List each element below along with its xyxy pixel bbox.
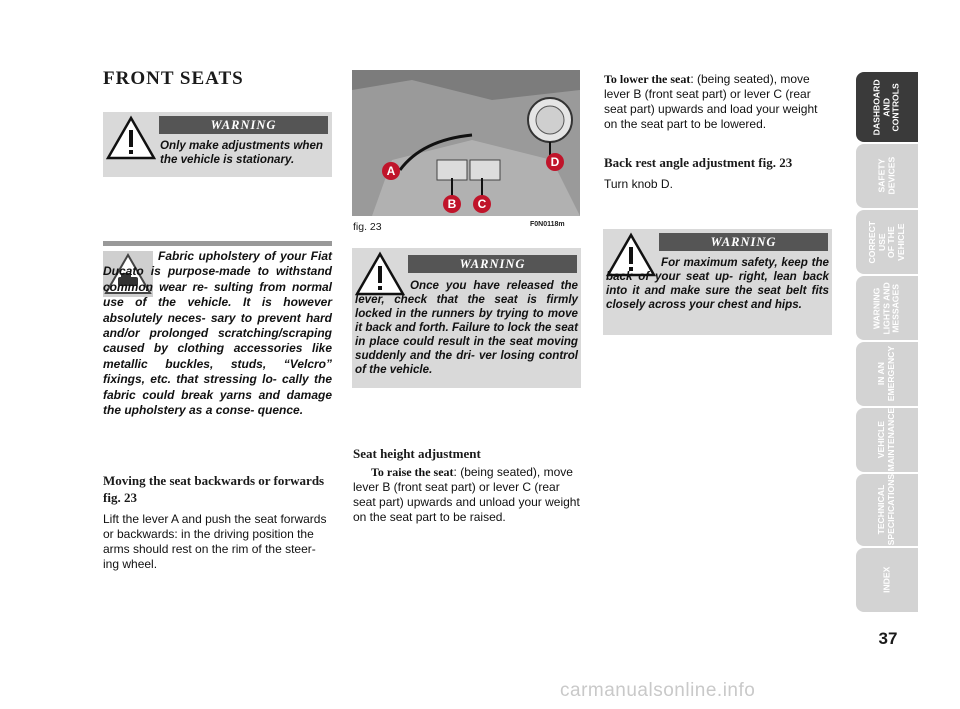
backrest-heading: Back rest angle adjustment fig. 23: [604, 155, 793, 170]
warning-text: Only make adjustments when the vehicle is stationary.: [160, 139, 324, 166]
figure-caption: fig. 23: [353, 221, 382, 233]
warning-box-stationary: [103, 112, 332, 177]
seat-photo: [352, 70, 580, 216]
lower-body: : (being seated), move lever B (front seat part) or lever C (rear seat part) upwards and load your weight on the seat part to be lowered.: [604, 72, 818, 131]
tab-dashboard-and-controls[interactable]: DASHBOARD AND CONTROLS: [856, 72, 918, 142]
moving-heading: Moving the seat backwards or forwards fig. 23: [103, 473, 325, 505]
tab-in-an-emergency[interactable]: IN AN EMERGENCY: [856, 342, 918, 406]
warning-text: For maximum safety, keep the back of your seat up- right, lean back into it and make sure the seat belt fits closely across your chest and hips.: [606, 256, 829, 311]
page-title: FRONT SEATS: [103, 68, 244, 89]
lower-label: To lower the seat: [604, 72, 691, 86]
label-d: D: [546, 153, 564, 171]
warning-triangle-icon: [106, 115, 156, 161]
note-block: [103, 249, 332, 429]
warning-label: WARNING: [408, 255, 577, 273]
lower-text: [604, 72, 834, 132]
label-b: B: [443, 195, 461, 213]
tab-warning-lights[interactable]: WARNING LIGHTS AND MESSAGES: [856, 276, 918, 340]
label-c: C: [473, 195, 491, 213]
warning-label: WARNING: [659, 233, 828, 251]
warning-box-safety: [603, 229, 832, 335]
figure-code: F0N0118m: [530, 221, 565, 228]
moving-text: Lift the lever A and push the seat forwards or backwards: in the driving position the arms should rest on the rim of the steer- ing wheel.: [103, 512, 327, 571]
note-rule: [103, 241, 332, 246]
height-heading: Seat height adjustment: [353, 446, 481, 461]
raise-label: To raise the seat: [371, 465, 454, 479]
height-text: [353, 465, 583, 525]
warning-box-lock: [352, 248, 581, 388]
tab-vehicle-maintenance[interactable]: VEHICLE MAINTENANCE: [856, 408, 918, 472]
page-number: 37: [878, 629, 898, 648]
tab-correct-use[interactable]: CORRECT USE OF THE VEHICLE: [856, 210, 918, 274]
raise-text: : (being seated), move lever B (front seat part) or lever C (rear seat part) upwards and unload your weight on the seat part to be raised.: [353, 465, 580, 524]
backrest-text: Turn knob D.: [604, 177, 673, 191]
seat-figure-image: [352, 70, 580, 216]
tab-technical-specifications[interactable]: TECHNICAL SPECIFICATIONS: [856, 474, 918, 546]
warning-label: WARNING: [159, 116, 328, 134]
tab-index[interactable]: INDEX: [856, 548, 918, 612]
tab-safety-devices[interactable]: SAFETY DEVICES: [856, 144, 918, 208]
note-text: Fabric upholstery of your Fiat Ducato is purpose-made to withstand common wear re- sulting from normal use of the vehicle. It is however absolutely neces- sary to prevent hard and/or prolonged scratching/scraping caused by clothing accessories like metallic buckles, studs, “Velcro” fixings, etc. that stressing lo- cally the fabric could break yarns and damage the upholstery as a conse- quence.: [103, 249, 332, 418]
label-a: A: [382, 162, 400, 180]
warning-text: Once you have released the lever, check that the seat is firmly locked in the runners by trying to move it back and forth. Failure to lock the seat in place could result in the seat moving suddenly and the dri- ver losing control of the vehicle.: [355, 279, 578, 376]
watermark: carmanualsonline.info: [560, 680, 756, 701]
